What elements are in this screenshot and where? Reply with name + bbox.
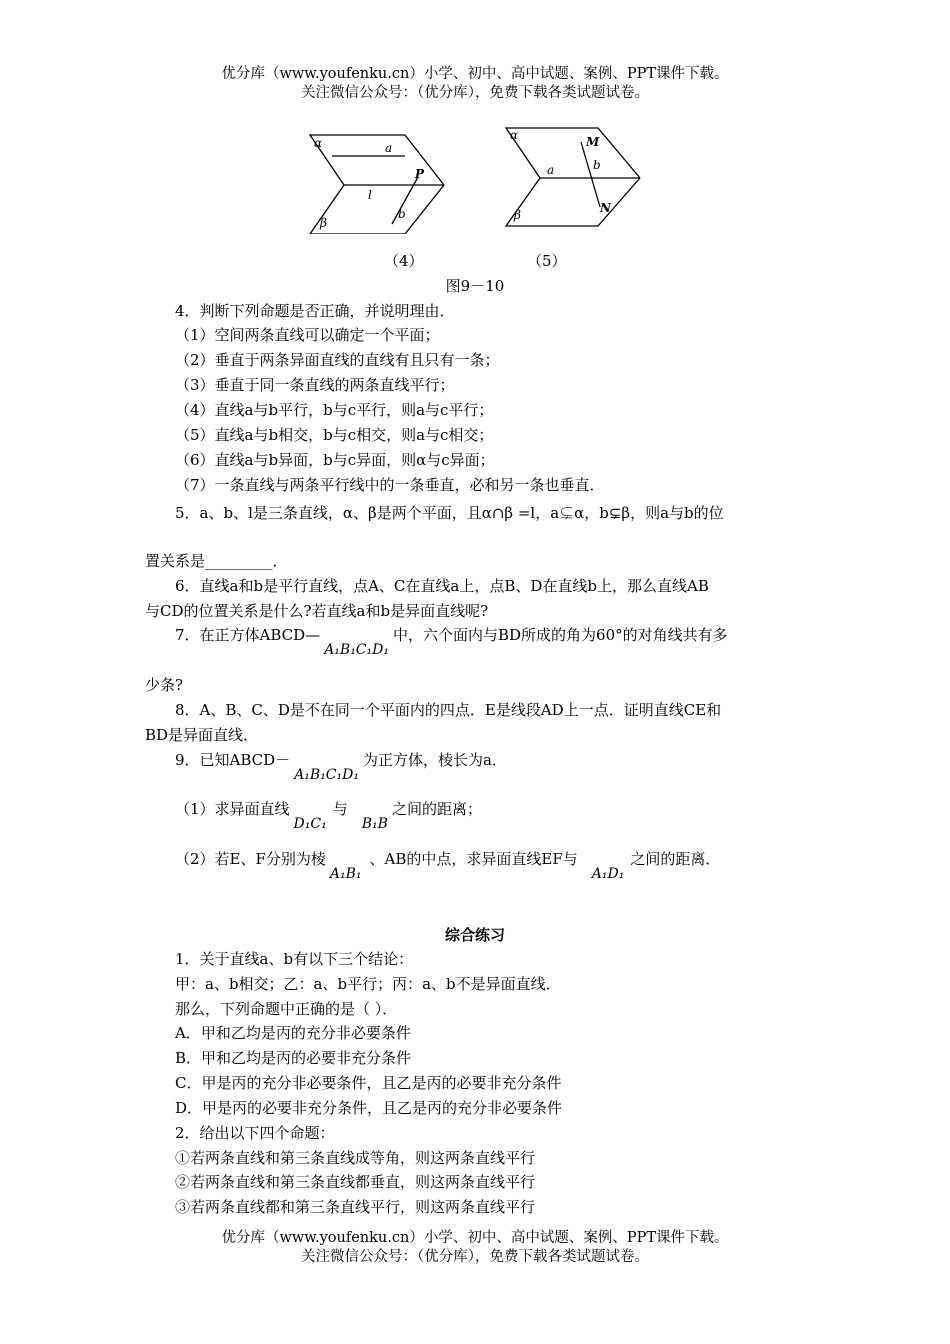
q6-line-2: 与CD的位置关系是什么?若直线a和b是异面直线呢? <box>145 602 489 620</box>
s-q2-stem: 2．给出以下四个命题： <box>175 1124 335 1142</box>
q9-s2-post: 之间的距离． <box>630 850 721 868</box>
q4-item-7: （7）一条直线与两条平行线中的一条垂直，必和另一条也垂直． <box>175 476 605 494</box>
q9-sub-1 <box>175 800 482 833</box>
q6-line-1: 6．直线a和b是平行直线，点A、C在直线a上，点B、D在直线b上，那么直线AB <box>175 577 709 595</box>
s-q1-option-d: D．甲是丙的必要非充分条件，且乙是丙的充分非必要条件 <box>175 1099 563 1117</box>
fig5-a: a <box>547 163 555 177</box>
fig5-beta: β <box>514 208 521 222</box>
s-q2-item-3: ③若两条直线都和第三条直线平行，则这两条直线平行 <box>175 1198 536 1216</box>
q9-s1-post: 之间的距离； <box>391 800 482 818</box>
q9-s2-mid: 、AB的中点，求异面直线EF与 <box>369 850 578 868</box>
s-q1-ask: 那么，下列命题中正确的是（ ）． <box>175 1000 398 1018</box>
q9-math: A₁B₁C₁D₁ <box>294 767 359 783</box>
fig5-alpha: α <box>510 128 519 142</box>
q9-s2-pre: （2）若E、F分别为棱 <box>175 850 326 868</box>
q4-item-6: （6）直线a与b异面，b与c异面，则α与c异面； <box>175 451 495 469</box>
line-b <box>581 142 600 207</box>
q5-line-2: 置关系是_________． <box>145 552 288 570</box>
section-title: 综合练习 <box>444 926 505 944</box>
q9-s1-mid: 与 <box>332 800 348 818</box>
figure-title: 图9－10 <box>445 277 505 295</box>
footer-line-2: 关注微信公众号：（优分库），免费下载各类试题试卷。 <box>301 1249 649 1265</box>
s-q1-stem: 1．关于直线a、b有以下三个结论： <box>175 950 414 968</box>
q4-item-1: （1）空间两条直线可以确定一个平面； <box>175 326 440 344</box>
q7-line-1 <box>175 626 728 659</box>
q5-line-1: 5．a、b、l是三条直线，α、β是两个平面，且α∩β =l，a⊊α，b⊊β，则a与b的位 <box>175 504 724 522</box>
footer-line-1: 优分库（www.youfenku.cn）小学、初中、高中试题、案例、PPT课件下载。 <box>221 1230 729 1246</box>
fig5-b: b <box>593 158 601 172</box>
s-q1-option-b: B．甲和乙均是丙的必要非充分条件 <box>175 1049 412 1067</box>
q4-item-4: （4）直线a与b平行，b与c平行，则a与c平行； <box>175 401 494 419</box>
q9-s1-pre: （1）求异面直线 <box>175 800 290 818</box>
q9-s2-math-2: A₁D₁ <box>591 866 625 882</box>
figure-4-diagram <box>310 135 444 234</box>
plane-beta-outline <box>506 178 640 226</box>
fig5-caption: （5） <box>527 252 567 270</box>
q7-post: 中，六个面内与BD所成的角为60°的对角线共有多 <box>392 626 728 644</box>
s-q2-item-1: ①若两条直线和第三条直线成等角，则这两条直线平行 <box>175 1149 536 1167</box>
plane-beta-outline <box>310 185 444 234</box>
fig5-N: N <box>600 201 611 215</box>
q9-s1-math-2: B₁B <box>361 816 388 832</box>
q7-pre: 7．在正方体ABCD— <box>175 626 321 644</box>
figure-5-diagram <box>506 128 640 226</box>
q9-sub-2 <box>175 850 720 883</box>
q4-item-5: （5）直线a与b相交，b与c相交，则a与c相交； <box>175 426 494 444</box>
fig4-a: a <box>385 141 393 155</box>
q9-pre: 9．已知ABCD－ <box>175 751 291 769</box>
header-line-1: 优分库（www.youfenku.cn）小学、初中、高中试题、案例、PPT课件下载。 <box>221 66 729 82</box>
q4-item-2: （2）垂直于两条异面直线的直线有且只有一条； <box>175 351 500 369</box>
q9-s1-math-1: D₁C₁ <box>293 816 327 832</box>
q8-line-1: 8．A、B、C、D是不在同一个平面内的四点．E是线段AD上一点．证明直线CE和 <box>175 701 722 719</box>
q9-s2-math-1: A₁B₁ <box>329 866 362 882</box>
header-line-2: 关注微信公众号：（优分库），免费下载各类试题试卷。 <box>301 85 649 101</box>
q7-math: A₁B₁C₁D₁ <box>324 642 389 658</box>
fig4-beta: β <box>320 216 327 230</box>
s-q1-option-c: C．甲是丙的充分非必要条件，且乙是丙的必要非充分条件 <box>175 1074 562 1092</box>
fig4-caption: （4） <box>384 252 424 270</box>
q4-item-3: （3）垂直于同一条直线的两条直线平行； <box>175 376 455 394</box>
fig5-M: M <box>586 135 600 149</box>
fig4-P: P <box>415 167 425 181</box>
fig4-l: l <box>368 188 372 202</box>
q7-line-2: 少条? <box>145 676 184 694</box>
figure-9-10 <box>300 122 650 234</box>
fig4-alpha: α <box>314 136 323 150</box>
q9-line-1 <box>175 751 507 784</box>
fig4-b: b <box>398 207 406 221</box>
plane-alpha-outline <box>506 128 640 178</box>
q4-stem: 4．判断下列命题是否正确，并说明理由． <box>175 302 455 320</box>
q9-post: 为正方体，棱长为a． <box>362 751 507 769</box>
q8-line-2: BD是异面直线． <box>145 726 259 744</box>
s-q2-item-2: ②若两条直线和第三条直线都垂直，则这两条直线平行 <box>175 1173 536 1191</box>
s-q1-conditions: 甲：a、b相交；乙：a、b平行；丙：a、b不是异面直线． <box>175 975 561 993</box>
s-q1-option-a: A．甲和乙均是丙的充分非必要条件 <box>175 1024 411 1042</box>
